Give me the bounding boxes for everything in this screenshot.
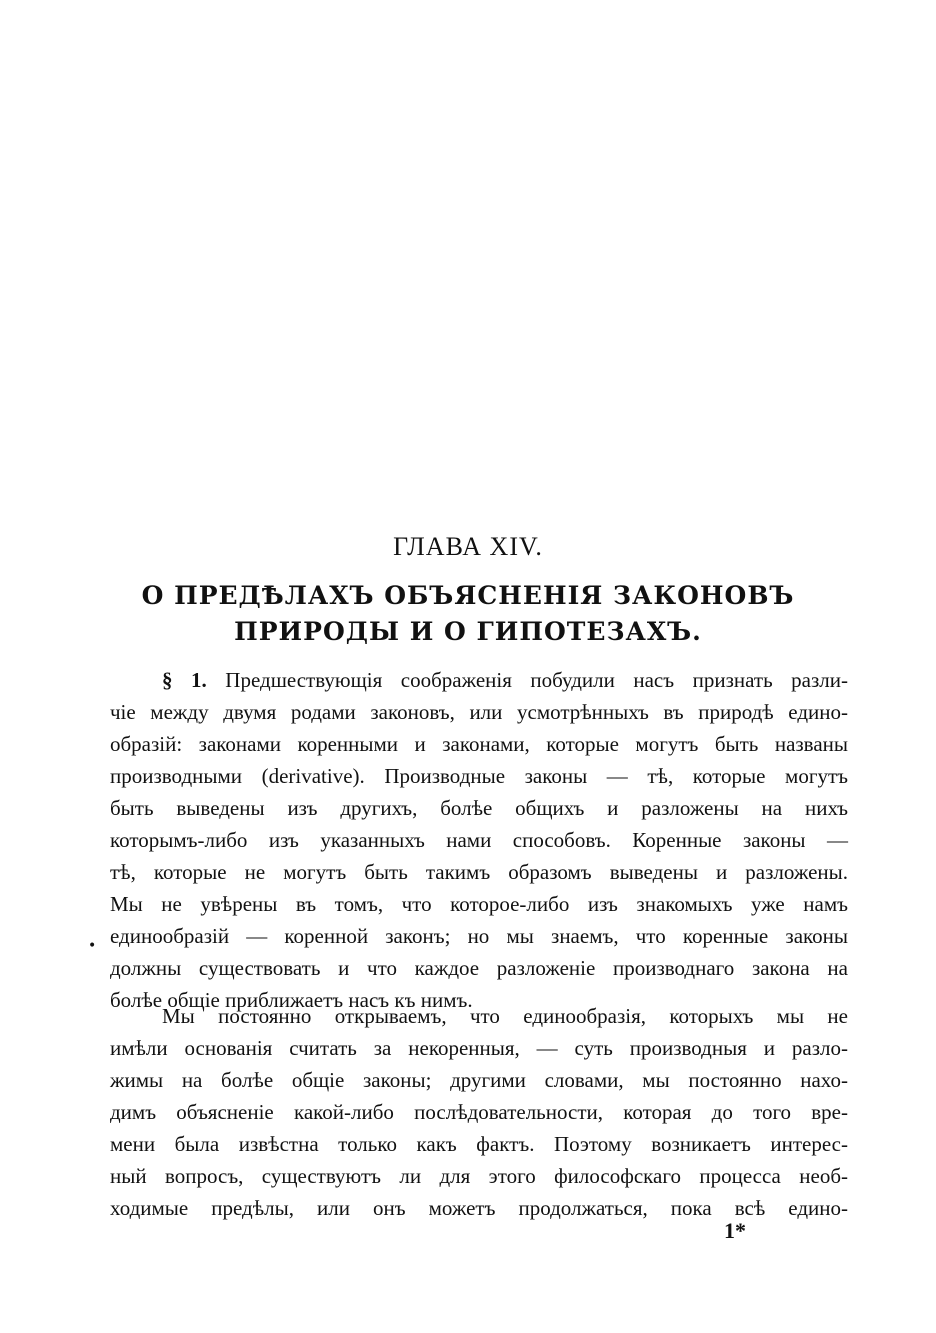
paragraph-1-line-11: болѣе общіе приближаетъ насъ къ нимъ.: [110, 988, 473, 1012]
paragraph-1-line-9: единообразій — коренной законъ; но мы знаемъ, что коренные законы: [110, 924, 848, 948]
paragraph-1-line-10: должны существовать и что каждое разложеніе производнаго закона на: [110, 956, 848, 980]
chapter-title: [0, 578, 936, 650]
paragraph-1-line-2: чіе между двумя родами законовъ, или усмотрѣнныхъ въ природѣ едино-: [110, 700, 848, 724]
paragraph-2-line-6: ный вопросъ, существуютъ ли для этого философскаго процесса необ-: [110, 1164, 848, 1188]
paragraph-1-line-1: [162, 664, 848, 696]
paragraph-2-line-2: имѣли основанія считать за некоренныя, — суть производныя и разло-: [110, 1036, 848, 1060]
paragraph-2-line-3: жимы на болѣе общіе законы; другими словами, мы постоянно нахо-: [110, 1068, 848, 1092]
paragraph-1-line-8: Мы не увѣрены въ томъ, что которое-либо изъ знакомыхъ уже намъ: [110, 892, 848, 916]
section-mark: § 1.: [162, 668, 207, 692]
paragraph-2-line-5: мени была извѣстна только какъ фактъ. Поэтому возникаетъ интерес-: [110, 1132, 848, 1156]
paragraph-1-line-4: производными (derivative). Производные законы — тѣ, которые могутъ: [110, 764, 848, 788]
chapter-title-line-1: О ПРЕДѢЛАХЪ ОБЪЯСНЕНІЯ ЗАКОНОВЪ: [141, 581, 795, 610]
chapter-label: ГЛАВА XIV.: [393, 532, 543, 561]
margin-mark: •: [88, 938, 97, 954]
chapter-title-line-2: ПРИРОДЫ И О ГИПОТЕЗАХЪ.: [234, 617, 702, 646]
paragraph-2-line-7: ходимые предѣлы, или онъ можетъ продолжаться, пока всѣ едино-: [110, 1196, 848, 1220]
paragraph-2-line-4: димъ объясненіе какой-либо послѣдовательности, которая до того вре-: [110, 1100, 848, 1124]
paragraph-1-line-5: быть выведены изъ другихъ, болѣе общихъ и разложены на нихъ: [110, 796, 848, 820]
paragraph-2-line-1: Мы постоянно открываемъ, что единообразія, которыхъ мы не: [162, 1004, 848, 1028]
page-signature: 1*: [724, 1218, 746, 1243]
paragraph-1-line-1-text: Предшествующія соображенія побудили насъ признать разли-: [206, 668, 849, 692]
paragraph-1-line-3: образій: законами коренными и законами, которые могутъ быть названы: [110, 732, 848, 756]
paragraph-1-line-7: тѣ, которые не могутъ быть такимъ образомъ выведены и разложены.: [110, 860, 848, 884]
paragraph-1-line-6: которымъ-либо изъ указанныхъ нами способовъ. Коренные законы —: [110, 828, 848, 852]
